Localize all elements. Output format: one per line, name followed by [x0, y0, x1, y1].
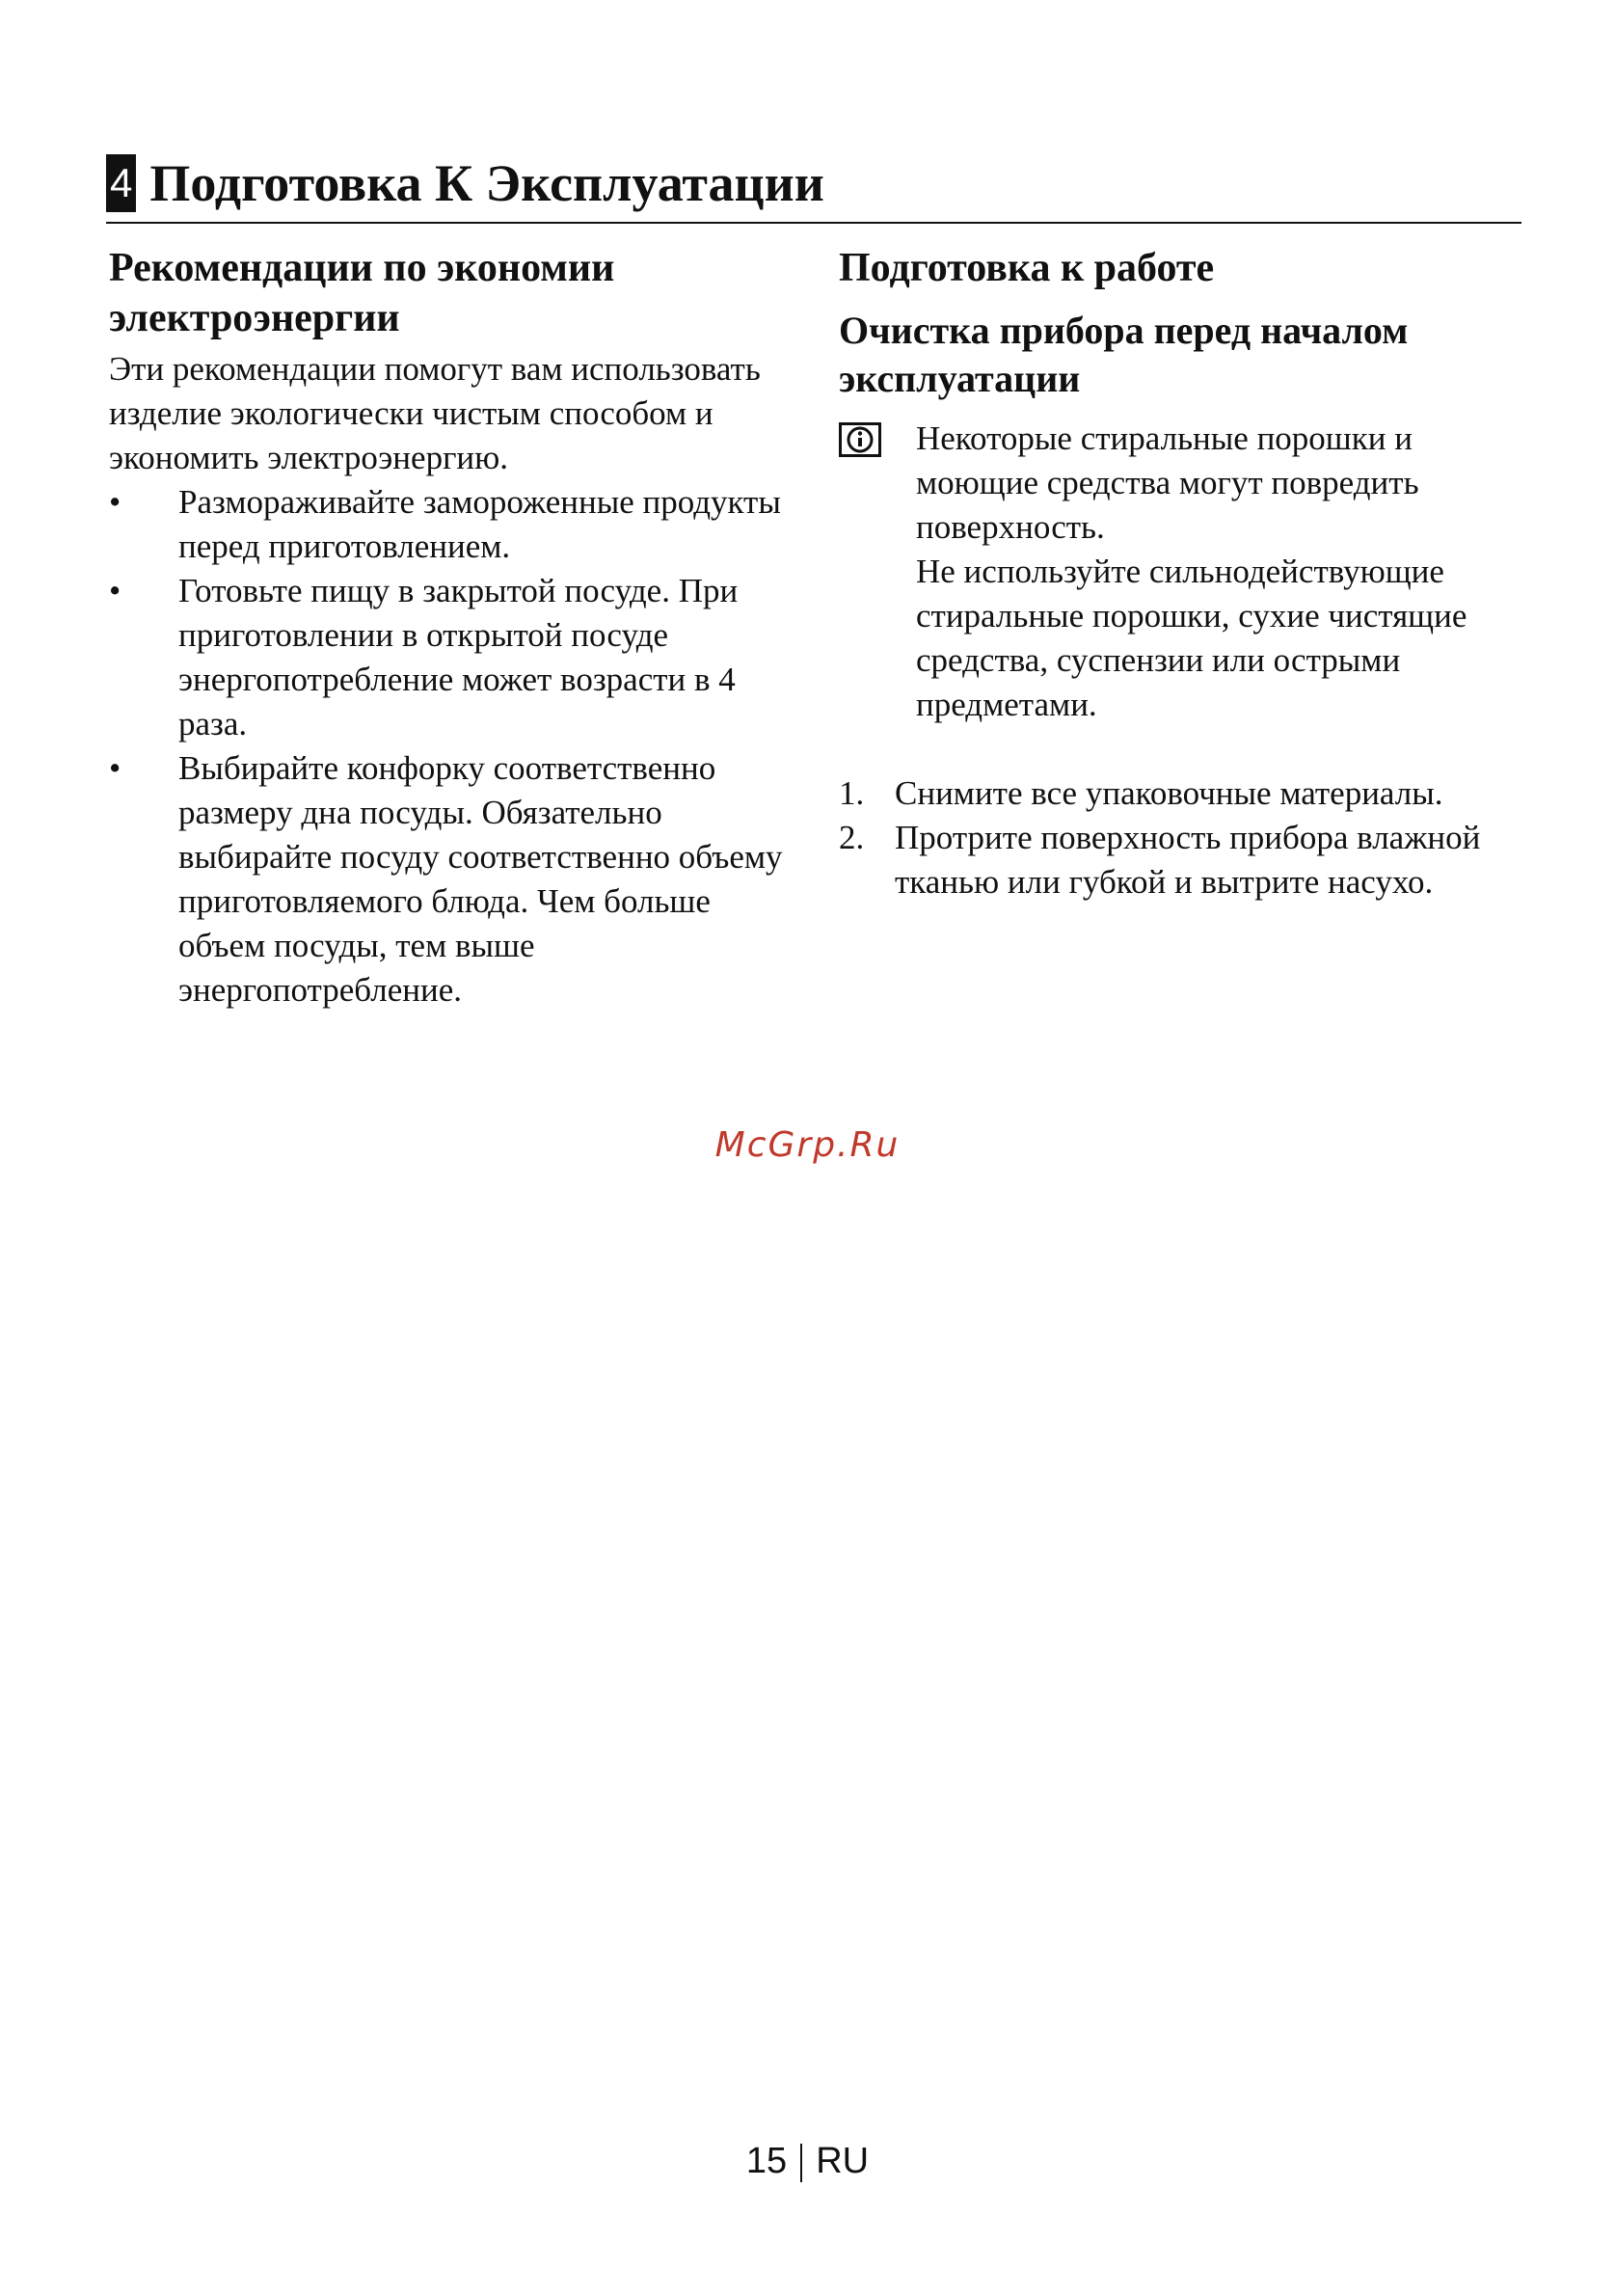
list-item	[839, 816, 1523, 905]
list-item-text: Готовьте пищу в закрытой посуде. При приготовлении в открытой посуде энергопотребление может возрасти в 4 раза.	[178, 572, 739, 743]
cleaning-steps	[839, 771, 1523, 905]
left-column	[109, 243, 803, 1013]
preparation-heading: Подготовка к работе	[839, 246, 1215, 290]
watermark: McGrp.Ru	[714, 1125, 901, 1165]
list-item	[109, 746, 803, 1013]
note-text-2: Не используйте сильнодействующие стиральные порошки, сухие чистящие средства, суспензии или острыми предметами.	[916, 553, 1467, 723]
chapter-title: Подготовка К Эксплуатации	[149, 154, 824, 212]
footer-divider	[800, 2144, 802, 2182]
step-text: Протрите поверхность прибора влажной тканью или губкой и вытрите насухо.	[895, 819, 1481, 901]
step-text: Снимите все упаковочные материалы.	[895, 774, 1443, 812]
note-text-1: Некоторые стиральные порошки и моющие средства могут повредить поверхность.	[916, 419, 1419, 546]
list-item-text: Выбирайте конфорку соответственно размеру дна посуды. Обязательно выбирайте посуду соответственно объему приготовляемого блюда. Чем больше объем посуды, тем выше энергопотребление.	[178, 749, 783, 1009]
page-number: 15	[745, 2141, 788, 2181]
chapter-header	[106, 143, 1521, 224]
energy-saving-list	[109, 480, 803, 1013]
list-item-text: Размораживайте замороженные продукты перед приготовлением.	[178, 483, 781, 565]
info-note	[839, 417, 1523, 727]
bullet-icon: •	[109, 572, 121, 609]
bullet-icon: •	[109, 749, 121, 787]
energy-saving-intro: Эти рекомендации помогут вам использовать изделие экологически чистым способом и экономить электроэнергию.	[109, 350, 761, 476]
list-item	[109, 480, 803, 569]
energy-saving-heading: Рекомендации по экономии электроэнергии	[109, 246, 615, 340]
bullet-icon: •	[109, 483, 121, 521]
step-number: 1.	[839, 774, 865, 812]
list-item	[839, 771, 1523, 816]
step-number: 2.	[839, 819, 865, 856]
chapter-number: 4	[106, 154, 136, 212]
language-code: RU	[816, 2141, 870, 2181]
cleaning-subheading: Очистка прибора перед началом эксплуатации	[839, 309, 1409, 400]
page-footer	[0, 2141, 1615, 2182]
right-column	[839, 243, 1523, 905]
info-icon	[839, 422, 881, 457]
list-item	[109, 569, 803, 746]
